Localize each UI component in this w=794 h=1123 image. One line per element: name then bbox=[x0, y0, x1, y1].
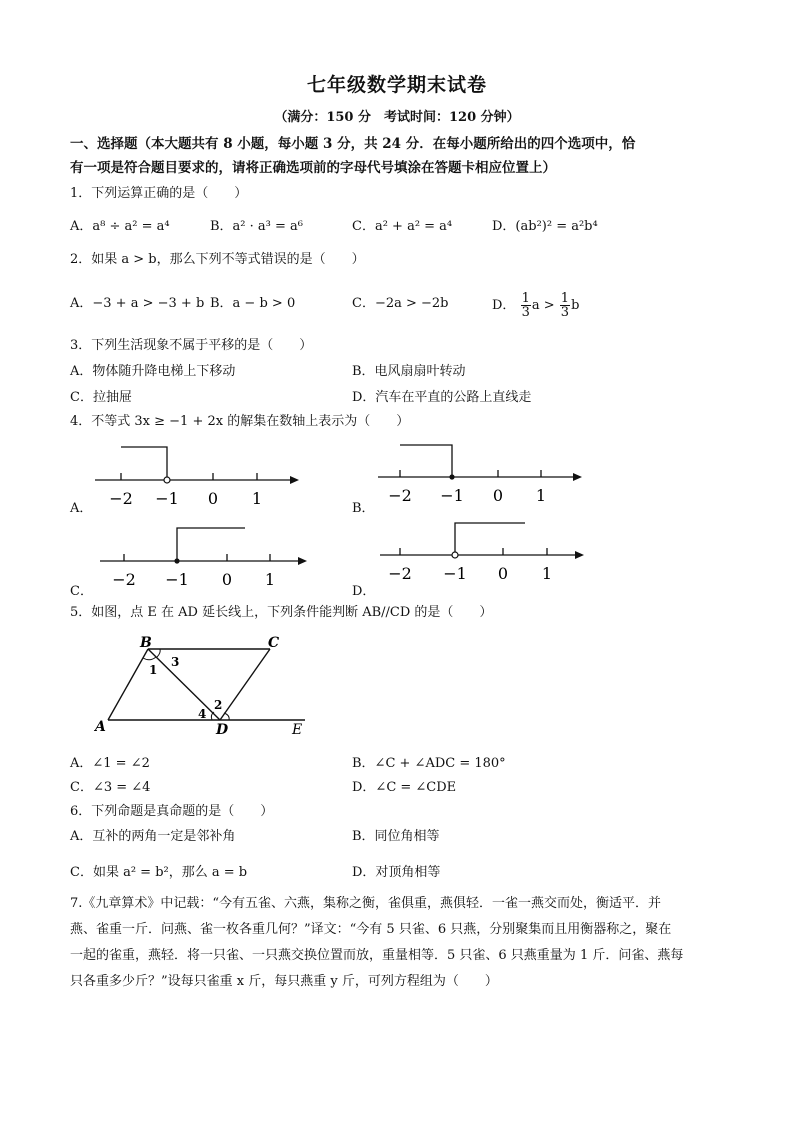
q2-option-c: C．−2a > −2b bbox=[352, 296, 449, 311]
q2-d-prefix: D． bbox=[492, 298, 516, 313]
q4-option-c-label: C． bbox=[70, 584, 93, 599]
q6-option-a: A．互补的两角一定是邻补角 bbox=[70, 829, 236, 844]
q6-option-c: C．如果 a² = b²，那么 a = b bbox=[70, 865, 248, 880]
q1-option-b: B．a² · a³ = a⁶ bbox=[210, 219, 303, 234]
q2-d-fraction-2 bbox=[560, 292, 570, 319]
q4-c-tick-neg2: −2 bbox=[112, 570, 136, 589]
q4-a-tick-1: 1 bbox=[251, 489, 263, 508]
q4-b-tick-1: 1 bbox=[535, 486, 547, 505]
q4-number-line-d bbox=[380, 515, 590, 587]
q5-label-c: C bbox=[268, 635, 280, 651]
q4-b-tick-0: 0 bbox=[492, 486, 504, 505]
section-heading-line2: 有一项是符合题目要求的，请将正确选项前的字母代号填涂在答题卡相应位置上） bbox=[70, 160, 556, 176]
q6-option-d: D．对顶角相等 bbox=[352, 865, 441, 880]
q5-angle-4: 4 bbox=[198, 707, 207, 721]
q4-number-line-a bbox=[95, 440, 305, 512]
q2-stem: 2．如果 a > b，那么下列不等式错误的是（ ） bbox=[70, 252, 365, 267]
q4-number-line-c bbox=[100, 520, 315, 592]
q4-c-tick-neg1: −1 bbox=[165, 570, 189, 589]
q1-option-c: C．a² + a² = a⁴ bbox=[352, 219, 453, 234]
q5-label-b: B bbox=[140, 635, 152, 651]
q4-c-tick-0: 0 bbox=[221, 570, 233, 589]
q2-d-num-2: 1 bbox=[560, 291, 570, 306]
q2-option-d bbox=[492, 292, 579, 319]
q2-option-a: A．−3 + a > −3 + b bbox=[70, 296, 205, 311]
q5-stem: 5．如图，点 E 在 AD 延长线上，下列条件能判断 AB//CD 的是（ ） bbox=[70, 605, 493, 620]
q7-line4: 只各重多少斤？”设每只雀重 x 斤，每只燕重 y 斤，可列方程组为（ ） bbox=[70, 974, 498, 989]
q4-c-tick-1: 1 bbox=[264, 570, 276, 589]
q4-option-a-label: A． bbox=[70, 501, 93, 516]
q5-option-d: D．∠C = ∠CDE bbox=[352, 780, 457, 795]
q5-angle-1: 1 bbox=[149, 663, 158, 677]
q2-d-fraction-1 bbox=[521, 292, 531, 319]
q1-option-d: D．(ab²)² = a²b⁴ bbox=[492, 219, 598, 234]
q4-option-b-label: B． bbox=[352, 501, 375, 516]
q4-d-tick-neg2: −2 bbox=[388, 564, 412, 583]
q5-angle-2: 2 bbox=[214, 698, 223, 712]
q4-option-d-label: D． bbox=[352, 584, 376, 599]
q3-option-d: D．汽车在平直的公路上直线走 bbox=[352, 390, 532, 405]
q4-d-tick-0: 0 bbox=[497, 564, 509, 583]
q3-option-b: B．电风扇扇叶转动 bbox=[352, 364, 466, 379]
exam-title: 七年级数学期末试卷 bbox=[306, 74, 487, 96]
q2-d-den-2: 3 bbox=[560, 305, 570, 320]
q5-label-d: D bbox=[216, 722, 229, 738]
section-heading-line1: 一、选择题（本大题共有 8 小题，每小题 3 分，共 24 分．在每小题所给出的四个选项中，恰 bbox=[70, 136, 636, 152]
q2-d-den-1: 3 bbox=[521, 305, 530, 320]
q3-stem: 3．下列生活现象不属于平移的是（ ） bbox=[70, 338, 313, 353]
q5-label-e: E bbox=[292, 722, 303, 738]
q3-option-c: C．拉抽屉 bbox=[70, 390, 132, 405]
q3-option-a: A．物体随升降电梯上下移动 bbox=[70, 364, 236, 379]
q7-line2: 燕、雀重一斤．问燕、雀一枚各重几何？”译文：“今有 5 只雀、6 只燕，分别聚集而且用衡器称之，聚在 bbox=[70, 922, 672, 937]
q4-stem: 4．不等式 3x ≥ −1 + 2x 的解集在数轴上表示为（ ） bbox=[70, 414, 410, 429]
q4-d-tick-neg1: −1 bbox=[443, 564, 467, 583]
q5-label-a: A bbox=[95, 719, 106, 735]
q2-d-b: b bbox=[571, 298, 580, 313]
q2-option-b: B．a − b > 0 bbox=[210, 296, 296, 311]
q5-geometry-figure bbox=[90, 632, 320, 742]
q4-a-tick-neg2: −2 bbox=[109, 489, 133, 508]
q2-d-num-1: 1 bbox=[521, 291, 530, 306]
q1-option-a: A．a⁸ ÷ a² = a⁴ bbox=[70, 219, 170, 234]
q4-d-tick-1: 1 bbox=[541, 564, 553, 583]
q5-option-a: A．∠1 = ∠2 bbox=[70, 756, 150, 771]
q7-line3: 一起的雀重，燕轻．将一只雀、一只燕交换位置而放，重量相等．5 只雀、6 只燕重量为 1 斤．问雀、燕每 bbox=[70, 948, 684, 963]
exam-subtitle: （满分：150 分 考试时间：120 分钟） bbox=[274, 110, 520, 125]
q4-a-tick-0: 0 bbox=[207, 489, 219, 508]
q7-line1: 7.《九章算术》中记载：“今有五雀、六燕，集称之衡，雀俱重，燕俱轻．一雀一燕交而处，衡适平．并 bbox=[70, 896, 662, 911]
q1-stem: 1．下列运算正确的是（ ） bbox=[70, 186, 248, 201]
q4-b-tick-neg1: −1 bbox=[440, 486, 464, 505]
q4-b-tick-neg2: −2 bbox=[388, 486, 412, 505]
q6-stem: 6．下列命题是真命题的是（ ） bbox=[70, 804, 274, 819]
q2-d-a: a > bbox=[531, 298, 555, 313]
q4-number-line-b bbox=[378, 435, 588, 507]
q4-a-tick-neg1: −1 bbox=[155, 489, 179, 508]
q5-option-c: C．∠3 = ∠4 bbox=[70, 780, 151, 795]
q5-option-b: B．∠C + ∠ADC = 180° bbox=[352, 756, 506, 771]
q6-option-b: B．同位角相等 bbox=[352, 829, 440, 844]
q5-angle-3: 3 bbox=[171, 655, 180, 669]
